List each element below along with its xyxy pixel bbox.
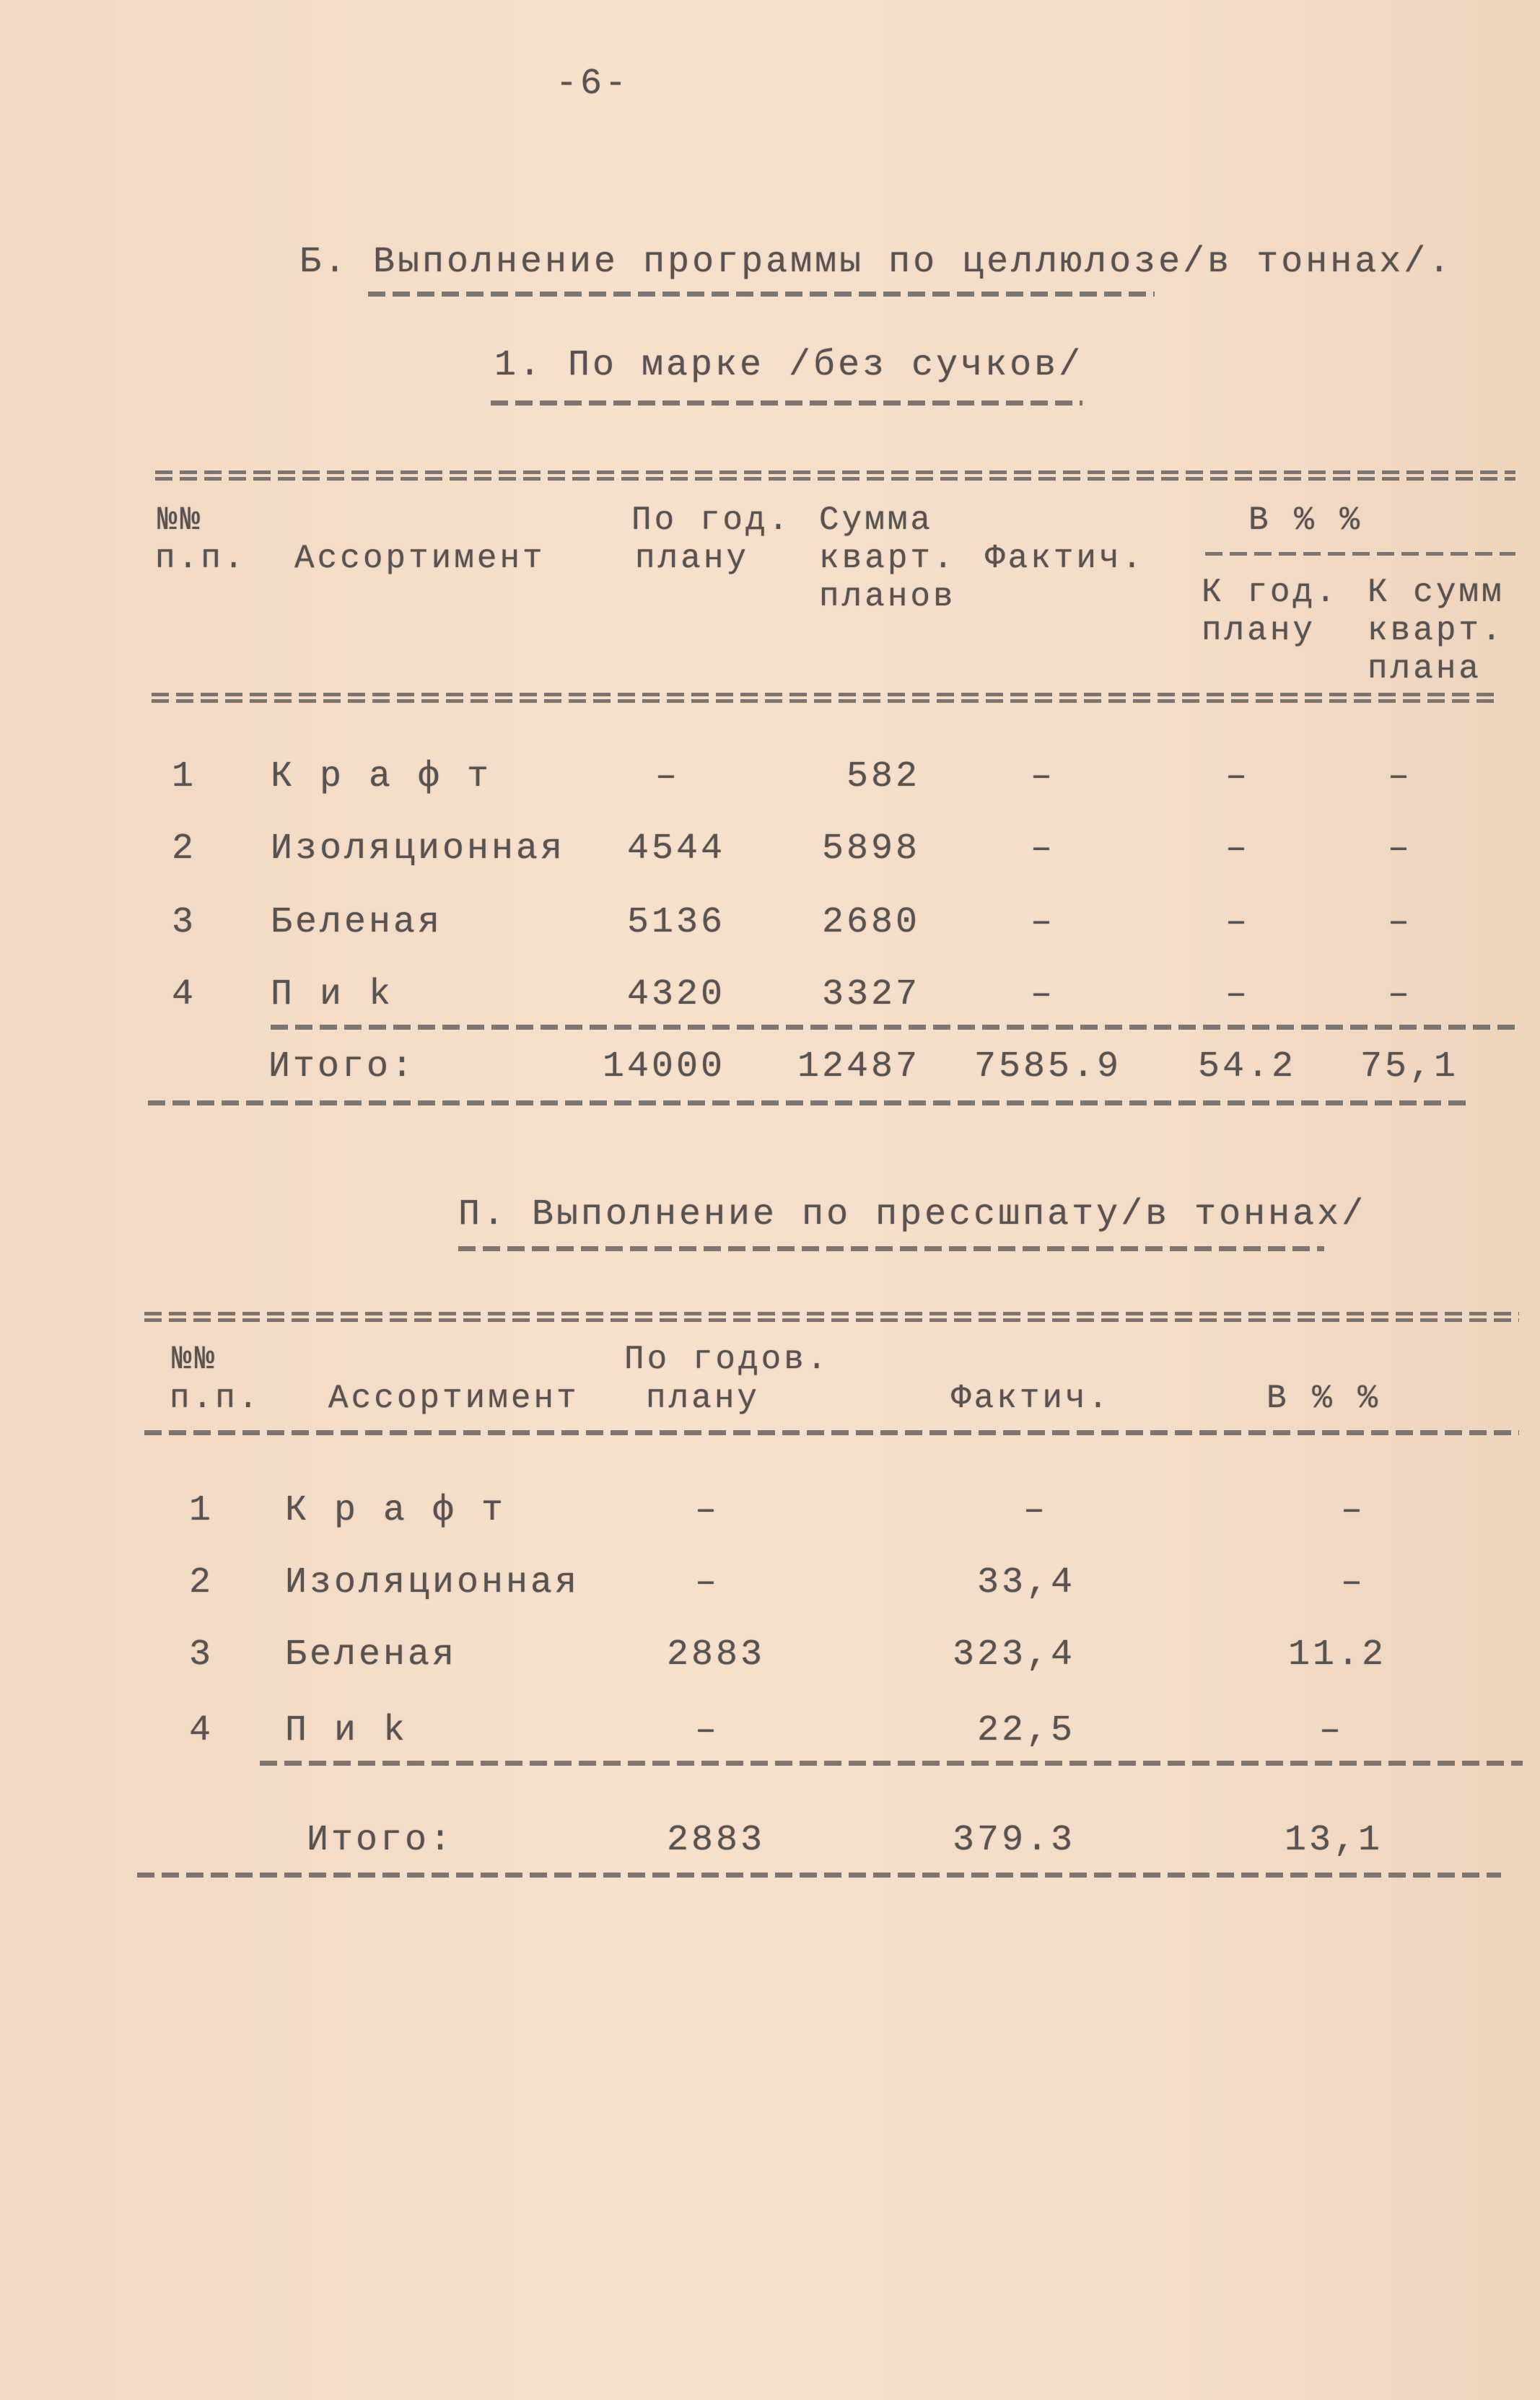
- row-actual: –: [1030, 756, 1055, 797]
- header-actual: Фактич.: [951, 1380, 1111, 1417]
- total-annual-plan: 14000: [602, 1046, 725, 1087]
- header-num-line2: п.п.: [155, 540, 247, 577]
- total-quarterly-sum: 12487: [797, 1046, 920, 1087]
- row-actual: 323,4: [952, 1634, 1075, 1676]
- table2-top-rule: [144, 1312, 1519, 1322]
- row-assortment: П и k: [271, 974, 394, 1015]
- row-annual-plan: –: [694, 1490, 719, 1531]
- section-b-title: Б. Выполнение программы по целлюлозе/в тоннах/.: [299, 242, 1453, 283]
- header-annual-plan-line2: плану: [635, 540, 750, 577]
- row-actual: –: [1030, 828, 1055, 870]
- header-annual-plan-line1: По год.: [631, 502, 792, 539]
- header-num-line1: №№: [157, 502, 204, 539]
- section-b-subtitle: 1. По марке /без сучков/: [494, 345, 1084, 386]
- header-num-line1: №№: [172, 1341, 218, 1378]
- row-annual-plan: 2883: [666, 1634, 765, 1676]
- row-annual-plan: –: [694, 1562, 719, 1603]
- subtitle-underline: [491, 400, 1082, 406]
- header-annual-plan-line2: плану: [646, 1380, 761, 1417]
- row-number: 2: [172, 828, 197, 870]
- row-annual-plan: 4544: [626, 828, 725, 870]
- header-pct-quarterly-line1: К сумм: [1368, 574, 1505, 611]
- section-ii-underline: [458, 1246, 1324, 1251]
- row-actual: –: [1030, 902, 1055, 943]
- row-actual: 22,5: [976, 1710, 1075, 1751]
- row-actual: 33,4: [976, 1562, 1075, 1603]
- total-label: Итого:: [268, 1046, 416, 1087]
- row-pct: –: [1340, 1490, 1365, 1531]
- row-actual: –: [1030, 974, 1055, 1015]
- row-number: 4: [189, 1710, 214, 1751]
- table1-bottom-rule: [148, 1100, 1469, 1105]
- header-pct-annual-line1: К год.: [1202, 574, 1339, 611]
- total-actual: 7585.9: [974, 1046, 1122, 1087]
- total-pct-annual: 54.2: [1198, 1046, 1297, 1087]
- header-quarterly-line2: кварт.: [819, 540, 956, 577]
- row-assortment: К р а ф т: [271, 756, 492, 797]
- row-pct: –: [1340, 1562, 1365, 1603]
- row-pct: –: [1318, 1710, 1344, 1751]
- header-pct-quarterly-line2: кварт.: [1368, 612, 1505, 649]
- header-assortment: Ассортимент: [294, 540, 546, 577]
- total-pct: 13,1: [1285, 1820, 1383, 1861]
- row-assortment: Изоляционная: [271, 828, 566, 870]
- row-pct-quarterly: –: [1387, 828, 1412, 870]
- total-label: Итого:: [307, 1820, 455, 1861]
- row-number: 3: [172, 902, 197, 943]
- row-annual-plan: –: [655, 756, 680, 797]
- row-pct-annual: –: [1225, 902, 1250, 943]
- row-assortment: П и k: [285, 1710, 408, 1751]
- header-actual: Фактич.: [985, 540, 1145, 577]
- row-assortment: Беленая: [271, 902, 443, 943]
- row-pct-quarterly: –: [1387, 974, 1412, 1015]
- total-actual: 379.3: [952, 1820, 1075, 1861]
- row-number: 3: [189, 1634, 214, 1676]
- row-number: 1: [189, 1490, 214, 1531]
- table2-subtotal-rule: [260, 1761, 1523, 1766]
- table2-header-rule: [144, 1430, 1519, 1435]
- percent-underline: [1205, 552, 1515, 556]
- header-quarterly-line1: Сумма: [819, 502, 934, 539]
- section-ii-title: П. Выполнение по прессшпату/в тоннах/: [458, 1194, 1367, 1235]
- page-number: -6-: [556, 63, 630, 105]
- header-annual-plan-line1: По годов.: [624, 1341, 830, 1378]
- row-number: 1: [172, 756, 197, 797]
- header-pct-annual-line2: плану: [1202, 612, 1316, 649]
- row-pct-annual: –: [1225, 756, 1250, 797]
- row-assortment: Изоляционная: [285, 1562, 580, 1603]
- row-assortment: Беленая: [285, 1634, 458, 1676]
- row-quarterly-sum: 582: [846, 756, 920, 797]
- row-pct-quarterly: –: [1387, 756, 1412, 797]
- header-quarterly-line3: планов: [819, 578, 956, 616]
- row-assortment: К р а ф т: [285, 1490, 507, 1531]
- header-percent: В % %: [1266, 1380, 1381, 1417]
- table1-header-rule: [152, 693, 1501, 703]
- header-assortment: Ассортимент: [328, 1380, 579, 1417]
- row-pct-annual: –: [1225, 974, 1250, 1015]
- total-annual-plan: 2883: [666, 1820, 765, 1861]
- table1-subtotal-rule: [271, 1025, 1519, 1030]
- row-pct-quarterly: –: [1387, 902, 1412, 943]
- row-annual-plan: 4320: [626, 974, 725, 1015]
- title-underline: [368, 292, 1155, 297]
- row-quarterly-sum: 2680: [821, 902, 920, 943]
- row-pct-annual: –: [1225, 828, 1250, 870]
- row-quarterly-sum: 5898: [821, 828, 920, 870]
- row-number: 2: [189, 1562, 214, 1603]
- table2-bottom-rule: [137, 1873, 1501, 1878]
- row-pct: 11.2: [1288, 1634, 1387, 1676]
- header-pct-quarterly-line3: плана: [1368, 650, 1482, 688]
- row-quarterly-sum: 3327: [821, 974, 920, 1015]
- row-annual-plan: –: [694, 1710, 719, 1751]
- header-percent: В % %: [1248, 502, 1363, 539]
- total-pct-quarterly: 75,1: [1360, 1046, 1459, 1087]
- row-annual-plan: 5136: [626, 902, 725, 943]
- row-actual: –: [1023, 1490, 1048, 1531]
- table1-top-rule: [155, 470, 1515, 481]
- header-num-line2: п.п.: [170, 1380, 261, 1417]
- row-number: 4: [172, 974, 197, 1015]
